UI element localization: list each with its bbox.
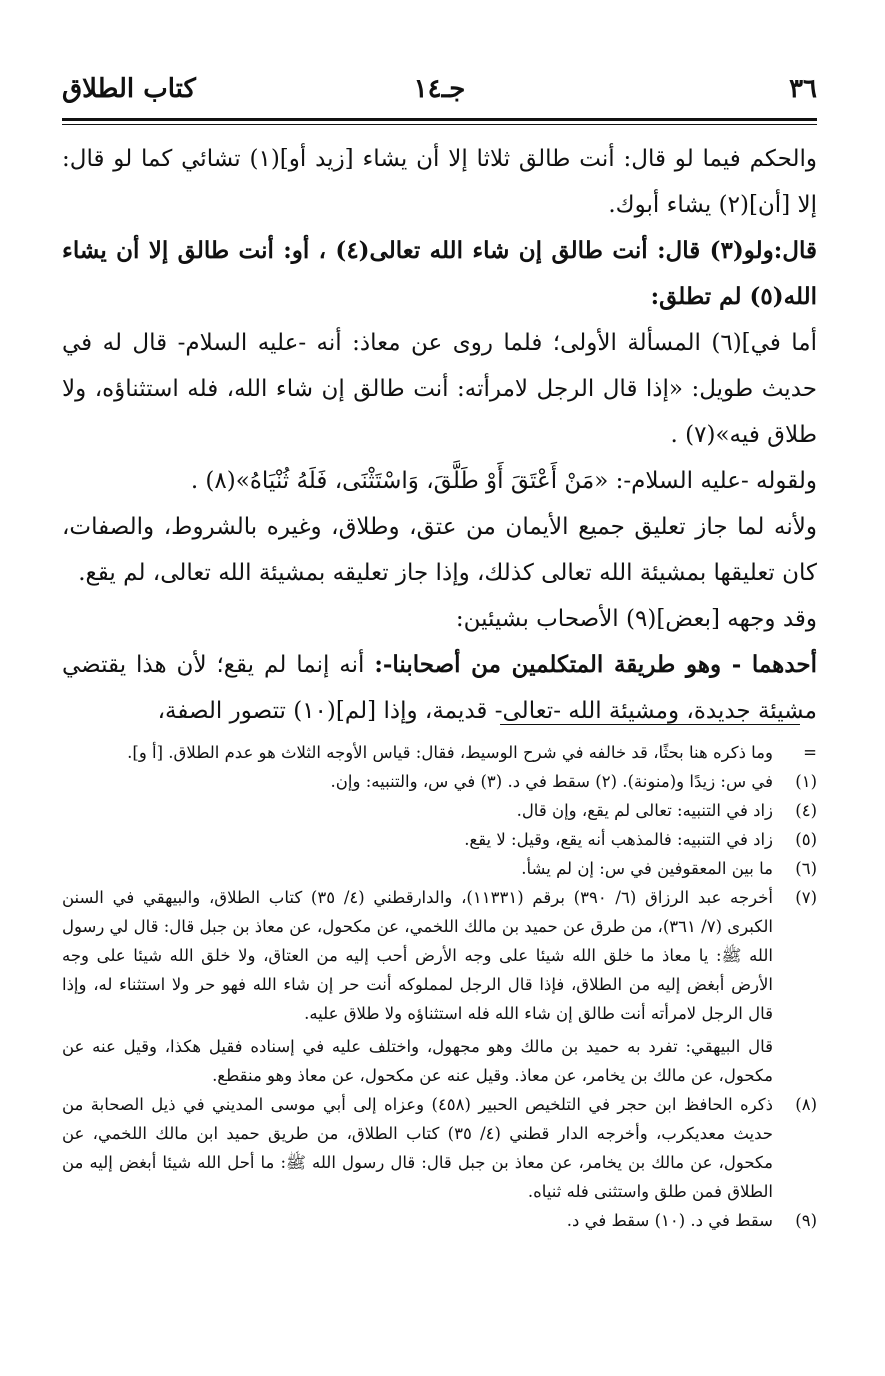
footnote-text: زاد في التنبيه: فالمذهب أنه يقع، وقيل: لا يقع.: [464, 830, 773, 849]
footnote-separator: [500, 724, 800, 725]
footnote-marker: (٦): [795, 859, 817, 878]
footnote-text: قال البيهقي: تفرد به حميد بن مالك وهو مجهول، واختلف عليه في إسناده فقيل هكذا، وقيل عنه عن مكحول، عن مالك بن يخامر، عن معاذ. وقيل عنه عن مكحول، عن معاذ وهو منقطع.: [62, 1037, 773, 1085]
footnote-marker: (٤): [795, 801, 817, 820]
footnote-marker: (٨): [795, 1095, 817, 1114]
footnote-marker: [773, 1028, 817, 1090]
footnote-text: زاد في التنبيه: تعالى لم يقع، وإن قال.: [516, 801, 773, 820]
paragraph-3: أما في](٦) المسألة الأولى؛ فلما روى عن معاذ: أنه -عليه السلام- قال له في حديث طويل: «إذا قال الرجل لامرأته: أنت طالق إن شاء الله، فله استثناؤه، ولا طلاق فيه»(٧) .: [62, 330, 817, 448]
footnote-marker: (٧): [795, 888, 817, 907]
paragraph-7: [62, 642, 817, 734]
page-number: ٣٦: [789, 74, 817, 104]
footnote-marker: (٩): [795, 1211, 817, 1230]
footnote-1: [62, 767, 817, 796]
footnote-marker: (١): [795, 772, 817, 791]
page-header: [62, 70, 817, 114]
footnote-5: [62, 825, 817, 854]
header-rule-thick: [62, 118, 817, 121]
footnote-text: في س: زيدًا و(منونة). (٢) سقط في د. (٣) في س، والتنبيه: وإن.: [330, 772, 773, 791]
paragraph-1: والحكم فيما لو قال: أنت طالق ثلاثا إلا أن يشاء [زيد أو](١) تشائي كما لو قال: إلا [أن](٢) يشاء أبوك.: [62, 146, 817, 218]
footnote-text: سقط في د. (١٠) سقط في د.: [566, 1211, 773, 1230]
book-title: كتاب الطلاق: [62, 74, 196, 104]
paragraph-2-bold: قال:ولو(٣) قال: أنت طالق إن شاء الله تعالى(٤) ، أو: أنت طالق إلا أن يشاء الله(٥) لم تطلق:: [62, 237, 817, 310]
footnote-7-comment: [62, 1028, 817, 1090]
paragraph-7-lead: أحدهما - وهو طريقة المتكلمين من أصحابنا-:: [374, 651, 817, 678]
footnote-7: [62, 883, 817, 1028]
footnote-marker: (٥): [795, 830, 817, 849]
main-text: [62, 136, 817, 734]
volume-label: جـ١٤: [413, 74, 466, 104]
footnote-4: [62, 796, 817, 825]
footnote-text: ما بين المعقوفين في س: إن لم يشأ.: [521, 859, 773, 878]
paragraph-5: ولأنه لما جاز تعليق جميع الأيمان من عتق، وطلاق، وغيره بالشروط، والصفات، كان تعليقها بمشيئة الله تعالى كذلك، وإذا جاز تعليقه بمشيئة الله تعالى، لم يقع.: [62, 514, 817, 586]
paragraph-7-rest: أنه إنما لم يقع؛ لأن هذا يقتضي مشيئة جديدة، ومشيئة الله -تعالى- قديمة، وإذا [لم](١٠) تتصور الصفة،: [62, 652, 817, 724]
paragraph-4: ولقوله -عليه السلام-: «مَنْ أَعْتَقَ أَوْ طَلَّقَ، وَاسْتَثْنَى، فَلَهُ ثُنْيَاهُ»(٨) .: [190, 468, 817, 494]
footnotes: [62, 738, 817, 1235]
footnote-marker: =: [803, 743, 817, 762]
footnote-text: ذكره الحافظ ابن حجر في التلخيص الحبير (٤٥٨) وعزاه إلى أبي موسى المديني في ذيل الصحابة من حديث معديكرب، وأخرجه الدار قطني (٤/ ٣٥) كتاب الطلاق، من طريق حميد ابن مالك اللخمي، عن مكحول، عن مالك بن يخامر، عن معاذ بن جبل قال: قال رسول الله ﷺ: ما أحل الله شيئا أبغض إليه من الطلاق فمن طلق واستثنى فله ثنياه.: [62, 1095, 774, 1201]
footnote-9: [62, 1206, 817, 1235]
footnote-6: [62, 854, 817, 883]
paragraph-6: وقد وجهه [بعض](٩) الأصحاب بشيئين:: [455, 606, 817, 632]
footnote-text: أخرجه عبد الرزاق (٦/ ٣٩٠) برقم (١١٣٣١)، والدارقطني (٤/ ٣٥) كتاب الطلاق، والبيهقي في السنن الكبرى (٧/ ٣٦١)، من طرق عن حميد بن مالك اللخمي، عن مكحول، عن معاذ بن جبل قال: قال لي رسول الله ﷺ: يا معاذ ما خلق الله شيئا على وجه الأرض أحب إليه من العتاق، ولا خلق الله شيئا على وجه الأرض أبغض إليه من الطلاق، فإذا قال الرجل لمملوكه أنت حر إن شاء الله فهو حر ولا استثناء له، وإذا قال الرجل لامرأته أنت طالق إن شاء الله فله استثناؤه ولا طلاق عليه.: [62, 888, 774, 1023]
footnote-8: [62, 1090, 817, 1206]
header-rule-thin: [62, 124, 817, 125]
footnote-continued: [62, 738, 817, 767]
footnote-text: وما ذكره هنا بحثًا، قد خالفه في شرح الوسيط، فقال: قياس الأوجه الثلاث هو عدم الطلاق. [أ و].: [127, 743, 773, 762]
